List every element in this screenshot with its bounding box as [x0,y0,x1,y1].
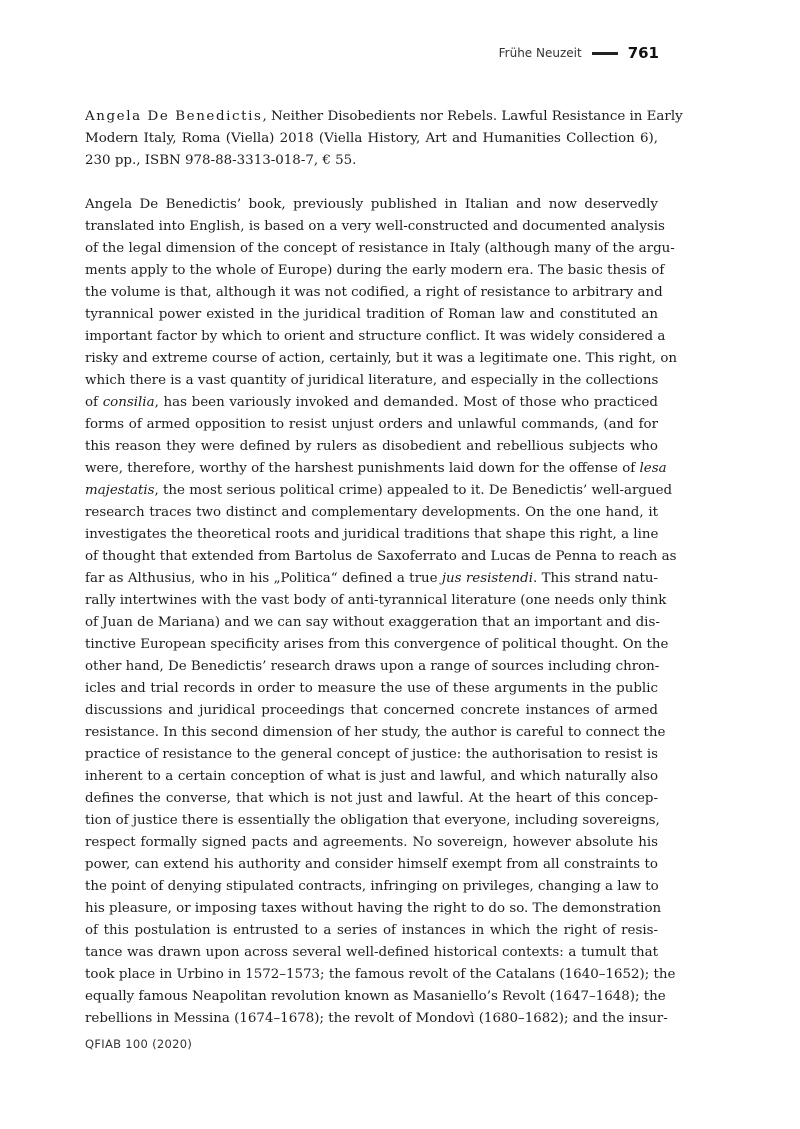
review-line [85,392,658,414]
biblio-line-1-text: , Neither Disobedients nor Rebels. Lawful Resistance in Early [262,109,683,124]
italic-term: consilia [102,395,155,410]
review-line: other hand, De Benedictis’ research draws upon a range of sources including chron- [85,659,660,674]
review-line: this reason they were defined by rulers as disobedient and rebellious subjects who [85,439,658,454]
review-line: the volume is that, although it was not codified, a right of resistance to arbitrary and [85,285,663,300]
review-line: took place in Urbino in 1572–1573; the famous revolt of the Catalans (1640–1652); the [85,967,676,982]
journal-footer: QFIAB 100 (2020) [85,1037,193,1051]
review-line [85,480,673,502]
italic-term: jus resistendi [441,571,534,586]
running-head-rule [592,52,618,55]
italic-term: lesa [639,461,667,476]
review-line: of this postulation is entrusted to a series of instances in which the right of resis- [85,923,658,938]
review-line: of the legal dimension of the concept of resistance in Italy (although many of the argu- [85,241,675,256]
review-line: research traces two distinct and complementary developments. On the one hand, it [85,505,658,520]
review-line: translated into English, is based on a very well-constructed and documented analysis [85,219,665,234]
review-line: defines the converse, that which is not just and lawful. At the heart of this concep- [85,791,658,806]
review-line: ments apply to the whole of Europe) during the early modern era. The basic thesis of [85,263,665,278]
review-line: icles and trial records in order to measure the use of these arguments in the public [85,681,658,696]
review-line: important factor by which to orient and structure conflict. It was widely considered a [85,329,666,344]
review-line: risky and extreme course of action, certainly, but it was a legitimate one. This right, on [85,351,678,366]
review-text: far as Althusius, who in his „Politica“ defined a true [85,571,442,586]
biblio-line-1 [85,106,683,128]
review-line: Angela De Benedictis’ book, previously published in Italian and now deservedly [85,197,658,212]
review-line: discussions and juridical proceedings that concerned concrete instances of armed [85,703,658,718]
review-line: which there is a vast quantity of juridical literature, and especially in the collections [85,373,659,388]
review-line: his pleasure, or imposing taxes without having the right to do so. The demonstration [85,901,662,916]
running-head-section: Frühe Neuzeit [498,46,582,60]
biblio-line-2: Modern Italy, Roma (Viella) 2018 (Viella History, Art and Humanities Collection 6), [85,131,658,146]
review-line [85,568,658,590]
review-text: . This strand natu- [533,571,658,586]
review-line: of thought that extended from Bartolus de Saxoferrato and Lucas de Penna to reach as [85,549,677,564]
italic-term: majestatis [85,483,155,498]
book-author: Angela De Benedictis [85,109,263,124]
review-line: tinctive European specificity arises from this convergence of political thought. On the [85,637,669,652]
review-line: tance was drawn upon across several well-defined historical contexts: a tumult that [85,945,658,960]
review-text: were, therefore, worthy of the harshest punishments laid down for the offense of [85,461,640,476]
review-line: practice of resistance to the general concept of justice: the authorisation to resist is [85,747,658,762]
review-line: tyrannical power existed in the juridical tradition of Roman law and constituted an [85,307,658,322]
review-line: tion of justice there is essentially the obligation that everyone, including sovereigns, [85,813,660,828]
review-line: of Juan de Mariana) and we can say without exaggeration that an important and dis- [85,615,660,630]
review-line: investigates the theoretical roots and juridical traditions that shape this right, a line [85,527,659,542]
review-line: inherent to a certain conception of what is just and lawful, and which naturally also [85,769,658,784]
review-body [85,194,678,1030]
review-text: , has been variously invoked and demanded. Most of those who practiced [154,395,658,410]
review-line: power, can extend his authority and consider himself exempt from all constraints to [85,857,658,872]
review-line [85,458,667,480]
review-line: the point of denying stipulated contracts, infringing on privileges, changing a law to [85,879,659,894]
review-text: , the most serious political crime) appealed to it. De Benedictis’ well-argued [154,483,673,498]
biblio-line-3: 230 pp., ISBN 978-88-3313-018-7, € 55. [85,153,357,168]
bibliographic-entry [85,106,683,172]
review-text: of [85,395,103,410]
review-line: respect formally signed pacts and agreements. No sovereign, however absolute his [85,835,658,850]
review-line: rebellions in Messina (1674–1678); the revolt of Mondovì (1680–1682); and the insur- [85,1011,668,1026]
running-head [499,44,659,62]
review-line: resistance. In this second dimension of her study, the author is careful to connect the [85,725,666,740]
review-line: forms of armed opposition to resist unjust orders and unlawful commands, (and for [85,417,658,432]
review-line: equally famous Neapolitan revolution known as Masaniello’s Revolt (1647–1648); the [85,989,666,1004]
review-line: rally intertwines with the vast body of anti-tyrannical literature (one needs only think [85,593,667,608]
page-number: 761 [627,44,659,62]
